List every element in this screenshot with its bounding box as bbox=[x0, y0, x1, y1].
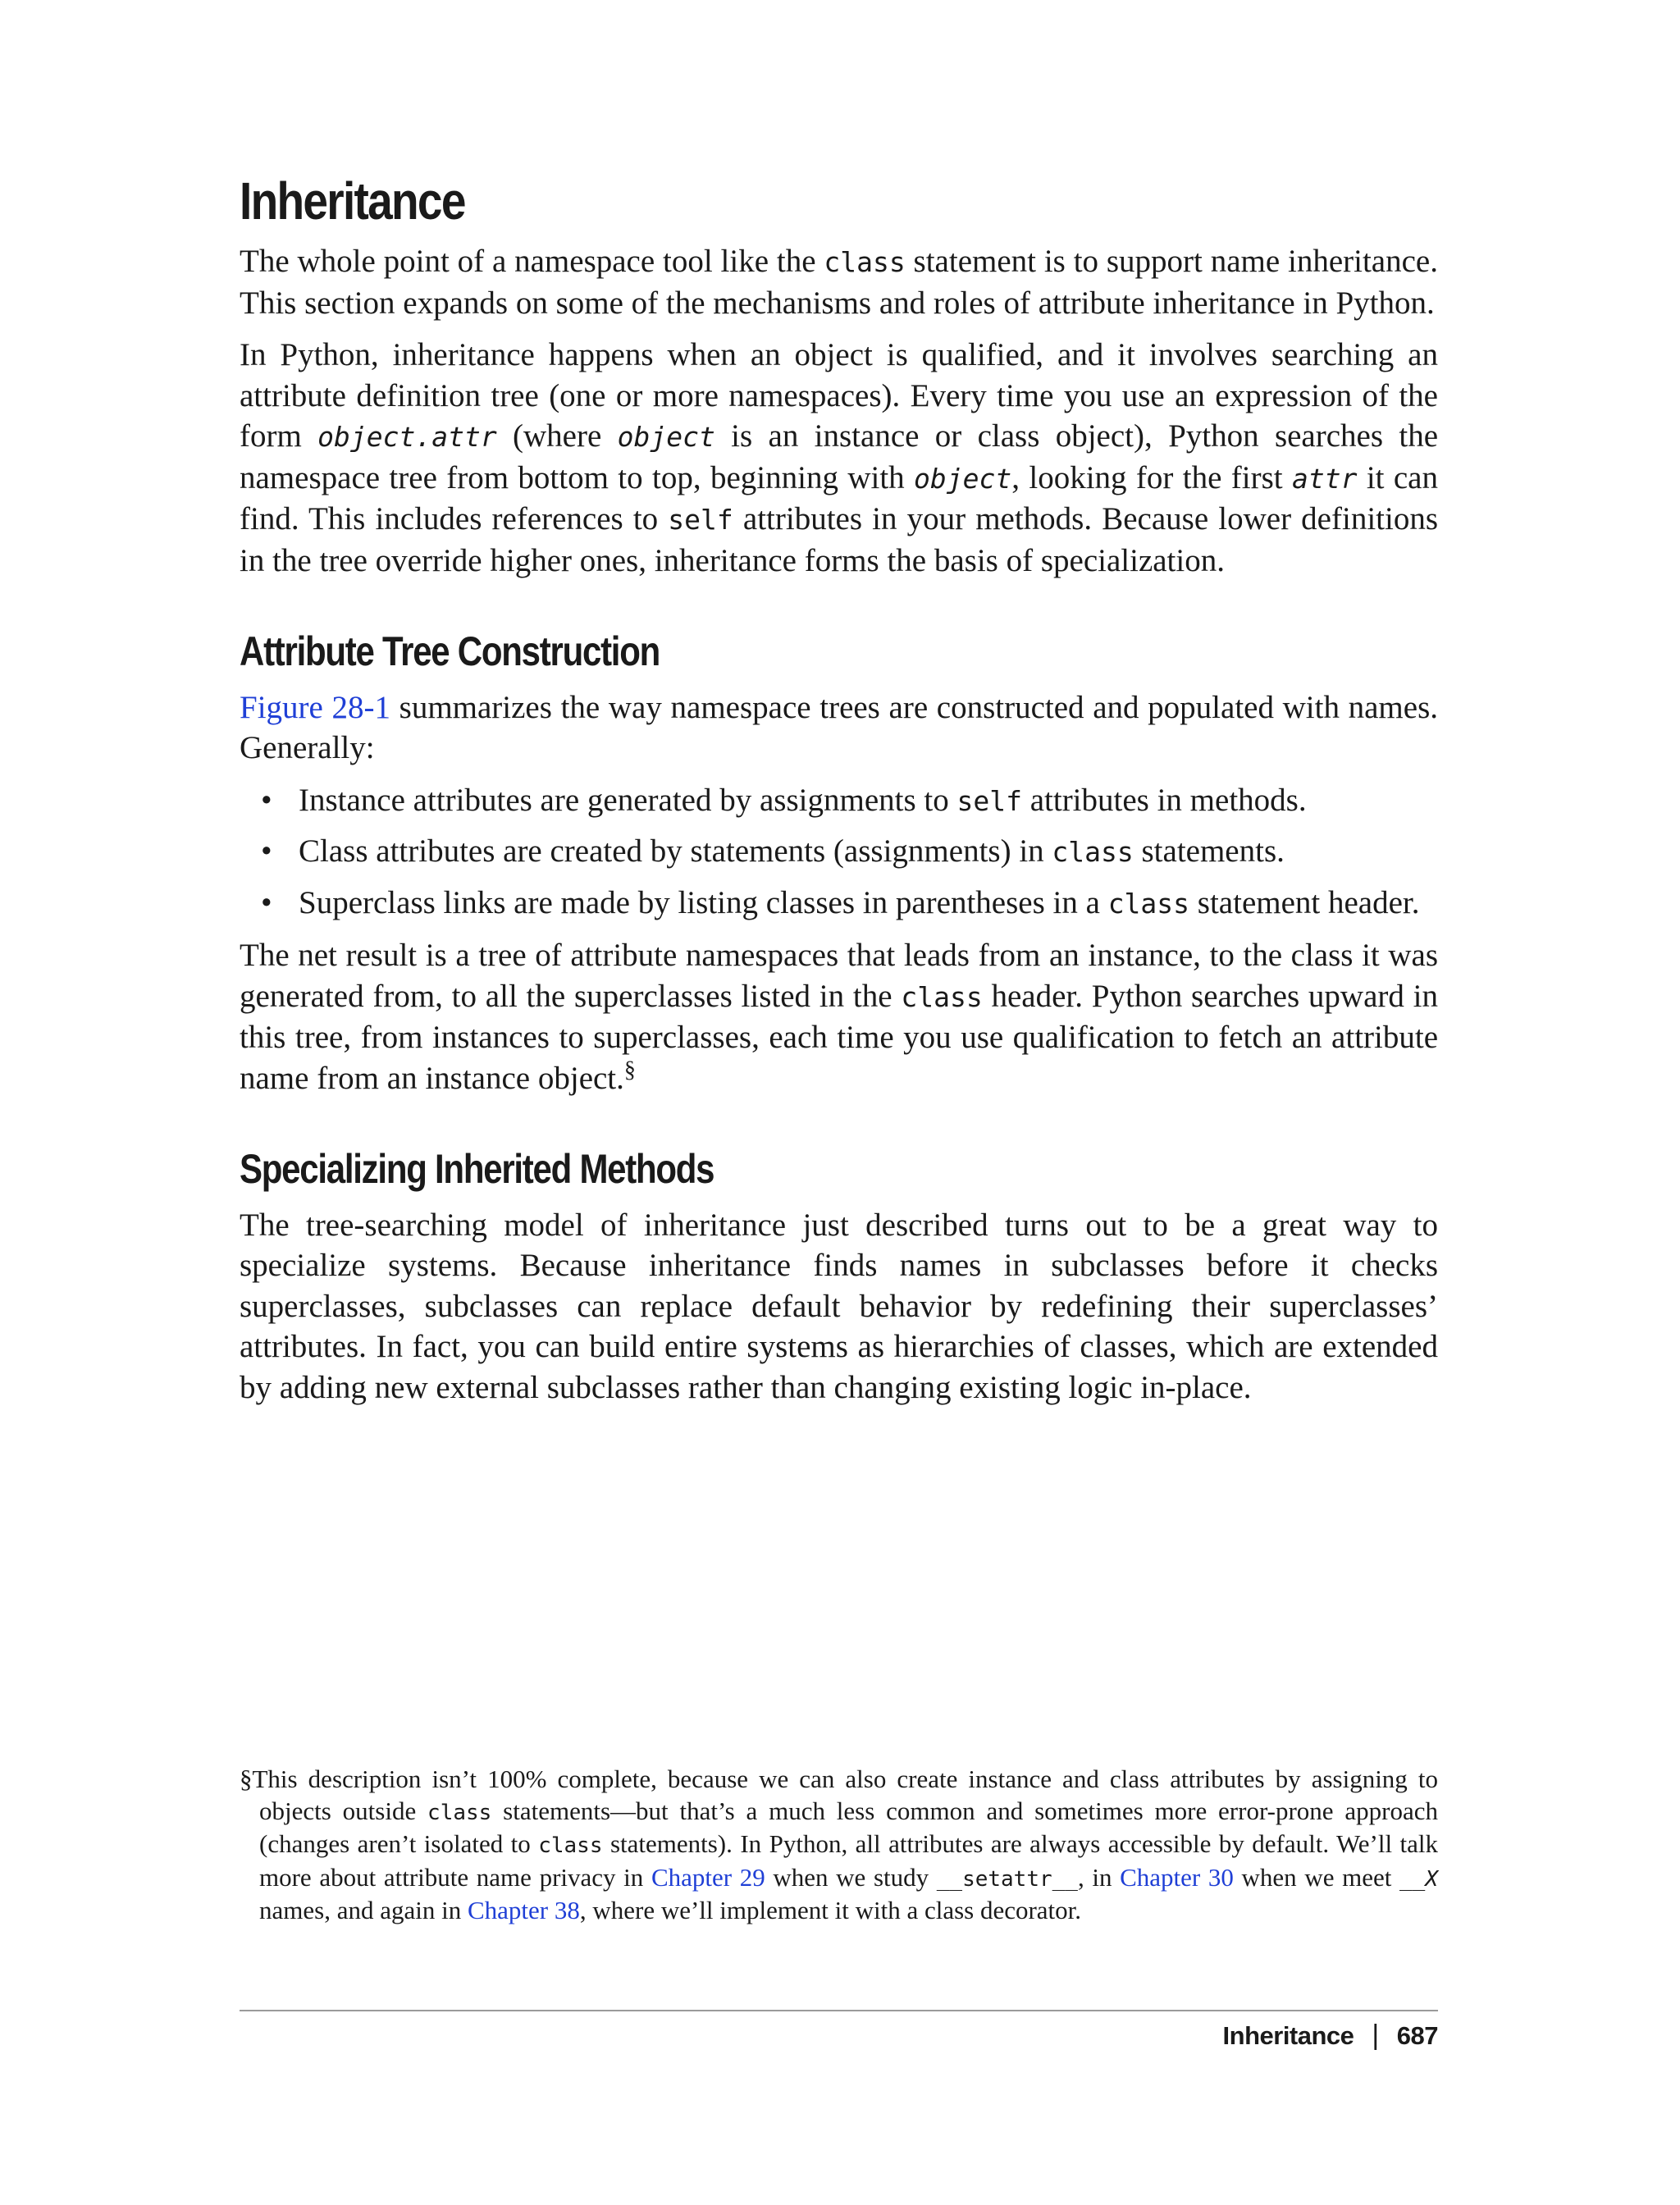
code-class: class bbox=[901, 980, 983, 1013]
code-x-name: __X bbox=[1399, 1866, 1438, 1892]
code-class: class bbox=[1052, 836, 1134, 869]
list-item bbox=[299, 831, 1438, 873]
code-class: class bbox=[1107, 887, 1190, 920]
footnote-reference[interactable]: § bbox=[623, 1057, 636, 1083]
text: when we study bbox=[765, 1862, 937, 1892]
text: statement header. bbox=[1189, 884, 1420, 920]
chapter-38-link[interactable]: Chapter 38 bbox=[467, 1896, 580, 1924]
text: attributes in your methods. Because lower definitions in the tree override higher ones, inheritance forms the basis of specialization. bbox=[240, 501, 1439, 578]
text: attributes in methods. bbox=[1021, 782, 1307, 818]
text: , in bbox=[1077, 1862, 1121, 1892]
text: statements). In Python, all attributes are always accessible by default. We’ll talk more about attribute name privacy in bbox=[259, 1829, 1438, 1892]
footnote-text bbox=[240, 1764, 1438, 1927]
text: Class attributes are created by statements (assignments) in bbox=[299, 833, 1052, 870]
code-object: object bbox=[617, 421, 715, 454]
footer-divider bbox=[240, 2010, 1438, 2011]
text: summarizes the way namespace trees are constructed and populated with names. Generally: bbox=[240, 689, 1439, 766]
chapter-29-link[interactable]: Chapter 29 bbox=[651, 1862, 765, 1892]
text: The whole point of a namespace tool like the bbox=[240, 244, 824, 280]
text: statement is to support name inheritance. This section expands on some of the mechanisms and roles of attribute inheritance in Python. bbox=[240, 244, 1438, 321]
figure-link[interactable]: Figure 28-1 bbox=[240, 689, 390, 725]
text: is an instance or class object), Python searches the namespace tree from bottom to top, beginning with bbox=[240, 418, 1438, 495]
section-specializing bbox=[240, 1146, 1438, 1408]
chapter-30-link[interactable]: Chapter 30 bbox=[1120, 1862, 1234, 1892]
bullet-list bbox=[240, 780, 1438, 924]
code-class: class bbox=[538, 1833, 603, 1858]
text: In Python, inheritance happens when an object is qualified, and it involves searching an attribute definition tree (one or more namespaces). Every time you use an expression of the form bbox=[240, 337, 1438, 454]
text: , where we’ll implement it with a class decorator. bbox=[579, 1896, 1082, 1924]
text: when we meet bbox=[1233, 1862, 1400, 1892]
section-heading: Specializing Inherited Methods bbox=[240, 1146, 714, 1193]
list-item bbox=[299, 780, 1438, 822]
text: Superclass links are made by listing classes in parentheses in a bbox=[299, 884, 1108, 920]
footer-section-name: Inheritance bbox=[1222, 2021, 1354, 2050]
code-object: object bbox=[914, 462, 1012, 495]
section1-paragraph-1 bbox=[240, 687, 1438, 769]
list-item bbox=[299, 883, 1438, 924]
section-heading: Attribute Tree Construction bbox=[240, 628, 660, 675]
text: Instance attributes are generated by assignments to bbox=[299, 782, 957, 818]
text: (where bbox=[496, 418, 618, 454]
section-attribute-tree bbox=[240, 628, 1438, 1098]
text: , looking for the first bbox=[1011, 459, 1292, 495]
text: The net result is a tree of attribute namespaces that leads from an instance, to the class it was generated from, to all the superclasses listed in the bbox=[240, 938, 1438, 1014]
section2-paragraph-1: The tree-searching model of inheritance just described turns out to be a great way to specialize systems. Because inheritance finds names in subclasses before it checks superclasses, subclasses can replace default behavior by redefining their superclasses’ attributes. In fact, you can build entire systems as hierarchies of classes, which are extended by adding new external subclasses rather than changing existing logic in-place. bbox=[240, 1207, 1438, 1405]
code-setattr: __setattr__ bbox=[936, 1866, 1078, 1892]
text: header. Python searches upward in this tree, from instances to superclasses, each time you use qualification to fetch an attribute name from an instance object. bbox=[240, 978, 1438, 1096]
code-self: self bbox=[668, 504, 733, 536]
text: statements—but that’s a much less common and sometimes more error-prone approach (changes aren’t isolated to bbox=[259, 1796, 1438, 1858]
page-footer bbox=[1223, 2020, 1438, 2052]
section1-paragraph-2 bbox=[240, 935, 1438, 1098]
footnote bbox=[240, 1764, 1438, 1927]
code-class: class bbox=[824, 246, 906, 279]
code-self: self bbox=[956, 784, 1022, 817]
page-title: Inheritance bbox=[240, 171, 465, 231]
text: This description isn’t 100% complete, because we can also create instance and class attributes by assigning to objects outside bbox=[252, 1764, 1438, 1825]
code-object-attr: object.attr bbox=[317, 421, 497, 454]
page-number: 687 bbox=[1396, 2021, 1438, 2050]
page-body bbox=[240, 172, 1438, 1419]
code-class: class bbox=[427, 1800, 492, 1825]
text: names, and again in bbox=[259, 1896, 468, 1924]
intro-paragraph-2 bbox=[240, 335, 1438, 581]
intro-paragraph-1 bbox=[240, 241, 1438, 323]
text: it can find. This includes references to bbox=[240, 459, 1438, 537]
footer-separator: | bbox=[1372, 2020, 1379, 2051]
footnote-mark: § bbox=[240, 1764, 253, 1793]
code-attr: attr bbox=[1291, 462, 1358, 495]
text: statements. bbox=[1133, 833, 1285, 870]
